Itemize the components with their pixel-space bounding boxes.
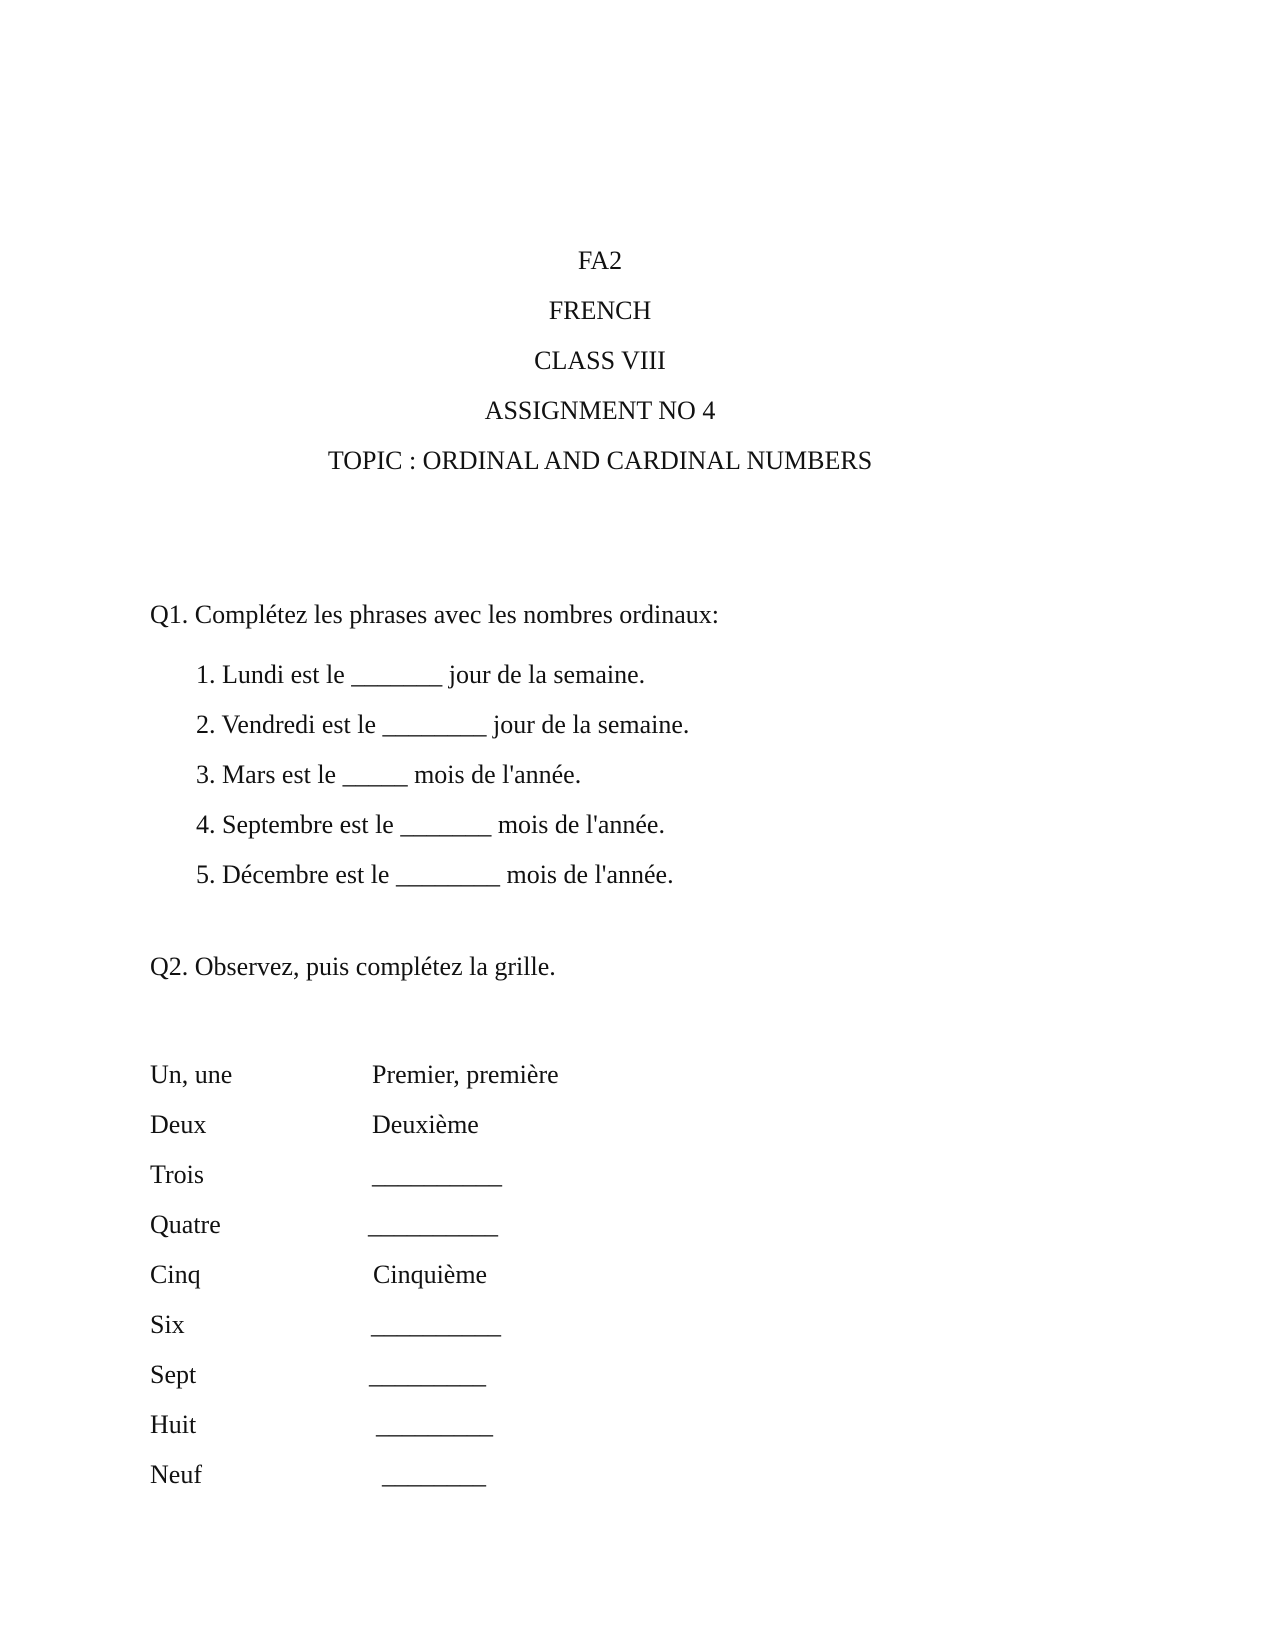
ordinal-blank: _________: [369, 1360, 486, 1389]
cardinal-number: Cinq: [150, 1260, 201, 1289]
cardinal-number: Trois: [150, 1160, 204, 1189]
ordinal-blank: _________: [376, 1410, 493, 1439]
question-1-item: 4. Septembre est le _______ mois de l'année.: [196, 810, 665, 839]
assignment-header: [0, 236, 1200, 486]
question-2-prompt: Q2. Observez, puis complétez la grille.: [150, 952, 556, 981]
class-title: CLASS VIII: [534, 346, 666, 375]
grid-row: [150, 1450, 850, 1500]
cardinal-number: Six: [150, 1310, 185, 1339]
topic-title: TOPIC : ORDINAL AND CARDINAL NUMBERS: [327, 446, 873, 475]
cardinal-number: Huit: [150, 1410, 197, 1439]
question-1-item: 3. Mars est le _____ mois de l'année.: [196, 760, 582, 789]
ordinal-number: Premier, première: [372, 1060, 559, 1089]
ordinal-number: Cinquième: [373, 1260, 488, 1289]
question-1-items: [196, 650, 689, 900]
question-1-item: 1. Lundi est le _______ jour de la semaine.: [196, 660, 646, 689]
question-1-item: 2. Vendredi est le ________ jour de la semaine.: [196, 710, 690, 739]
grid-row: [150, 1350, 850, 1400]
cardinal-number: Un, une: [150, 1060, 233, 1089]
grid-row: [150, 1050, 850, 1100]
exam-code: FA2: [577, 246, 623, 275]
ordinal-blank: __________: [368, 1210, 498, 1239]
question-1-prompt: Q1. Complétez les phrases avec les nombres ordinaux:: [150, 600, 719, 629]
ordinal-blank: __________: [371, 1310, 501, 1339]
cardinal-number: Quatre: [150, 1210, 221, 1239]
grid-row: [150, 1200, 850, 1250]
grid-row: [150, 1100, 850, 1150]
ordinal-blank: ________: [382, 1460, 486, 1489]
number-grid: [150, 1050, 850, 1500]
grid-row: [150, 1250, 850, 1300]
ordinal-number: Deuxième: [372, 1110, 479, 1139]
ordinal-blank: __________: [372, 1160, 502, 1189]
cardinal-number: Deux: [150, 1110, 207, 1139]
cardinal-number: Sept: [150, 1360, 197, 1389]
grid-row: [150, 1300, 850, 1350]
cardinal-number: Neuf: [150, 1460, 202, 1489]
question-1-item: 5. Décembre est le ________ mois de l'année.: [196, 860, 674, 889]
subject-title: FRENCH: [548, 296, 652, 325]
grid-row: [150, 1150, 850, 1200]
assignment-number: ASSIGNMENT NO 4: [484, 396, 716, 425]
grid-row: [150, 1400, 850, 1450]
